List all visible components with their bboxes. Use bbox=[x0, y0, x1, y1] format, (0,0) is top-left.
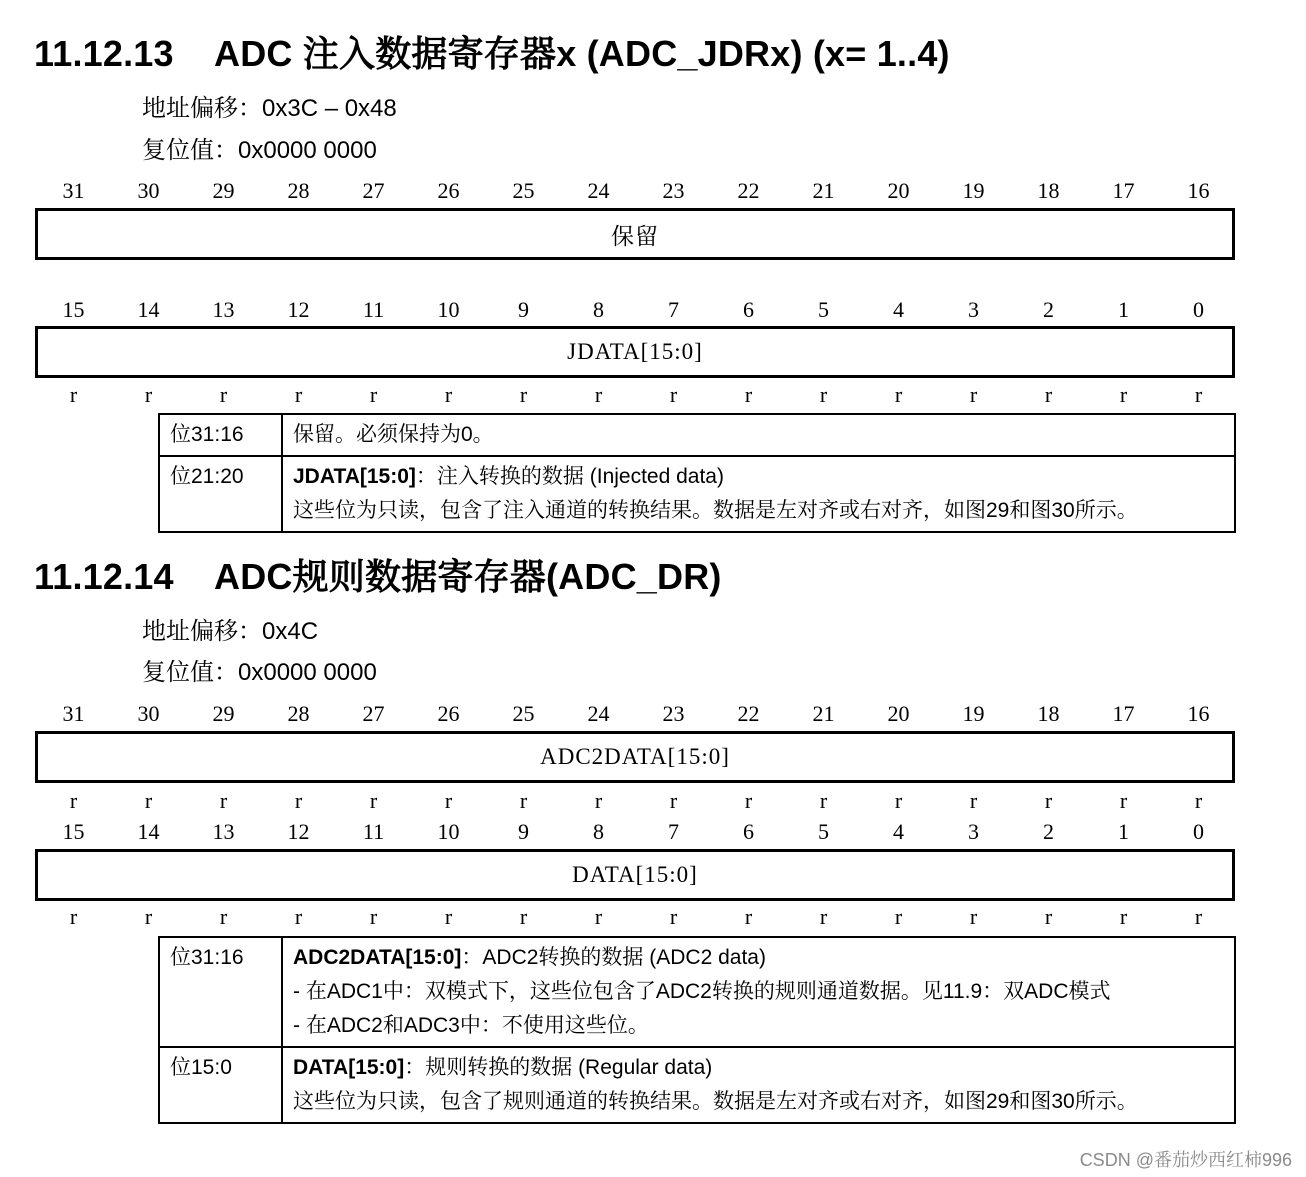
access-cell: r bbox=[1194, 904, 1203, 929]
bit-number: 22 bbox=[737, 701, 760, 726]
description-line: 这些位为只读，包含了注入通道的转换结果。数据是左对齐或右对齐，如图29和图30所示。 bbox=[293, 499, 1138, 522]
reset-value: 复位值：0x0000 0000 bbox=[142, 659, 377, 686]
bit-range: 位31:16 bbox=[159, 414, 282, 456]
access-cell: r bbox=[819, 788, 828, 813]
bit-number: 12 bbox=[287, 297, 310, 322]
bit-number: 2 bbox=[1043, 297, 1054, 322]
bit-number: 6 bbox=[743, 297, 754, 322]
bit-range: 位21:20 bbox=[159, 456, 282, 532]
field-title-line bbox=[293, 941, 1226, 975]
access-cell: r bbox=[969, 788, 978, 813]
bit-number: 18 bbox=[1037, 701, 1060, 726]
bit-number: 18 bbox=[1037, 178, 1060, 203]
bit-numbers-upper bbox=[36, 701, 1236, 731]
description-line: - 在ADC2和ADC3中：不使用这些位。 bbox=[293, 1014, 649, 1037]
field-title-line bbox=[293, 1051, 1226, 1085]
bit-number: 4 bbox=[893, 819, 904, 844]
access-cell: r bbox=[1194, 788, 1203, 813]
access-cell: r bbox=[819, 382, 828, 407]
access-cell: r bbox=[219, 382, 228, 407]
bit-number: 0 bbox=[1193, 297, 1204, 322]
access-cell: r bbox=[369, 382, 378, 407]
bit-number: 9 bbox=[518, 819, 529, 844]
bit-number: 20 bbox=[887, 178, 910, 203]
bit-number: 17 bbox=[1112, 701, 1135, 726]
bit-number: 8 bbox=[593, 819, 604, 844]
bit-range: 位31:16 bbox=[159, 937, 282, 1047]
bit-number: 27 bbox=[362, 701, 385, 726]
bit-number: 14 bbox=[137, 297, 160, 322]
access-cell: r bbox=[894, 382, 903, 407]
access-cell: r bbox=[369, 904, 378, 929]
access-cell: r bbox=[1119, 382, 1128, 407]
bit-number: 0 bbox=[1193, 819, 1204, 844]
access-cell: r bbox=[1119, 904, 1128, 929]
bit-number: 26 bbox=[437, 178, 460, 203]
bit-range: 位15:0 bbox=[159, 1047, 282, 1123]
access-cell: r bbox=[519, 788, 528, 813]
bit-description bbox=[282, 1047, 1235, 1123]
bit-numbers-lower bbox=[36, 819, 1236, 849]
bit-number: 4 bbox=[893, 297, 904, 322]
access-cell: r bbox=[594, 904, 603, 929]
access-cell: r bbox=[969, 382, 978, 407]
bit-description-table-jdr bbox=[158, 413, 1236, 533]
bit-number: 7 bbox=[668, 819, 679, 844]
access-cell: r bbox=[369, 788, 378, 813]
bit-number: 24 bbox=[587, 178, 610, 203]
bit-number: 10 bbox=[437, 297, 460, 322]
bit-number: 1 bbox=[1118, 819, 1129, 844]
bit-number: 13 bbox=[212, 297, 235, 322]
bit-number: 17 bbox=[1112, 178, 1135, 203]
bit-numbers-upper bbox=[36, 178, 1236, 208]
access-cell: r bbox=[1044, 904, 1053, 929]
bit-number: 16 bbox=[1187, 701, 1210, 726]
access-cell: r bbox=[294, 788, 303, 813]
table-row bbox=[159, 1047, 1235, 1123]
access-cell: r bbox=[894, 904, 903, 929]
bit-number: 16 bbox=[1187, 178, 1210, 203]
access-row-upper bbox=[36, 788, 1236, 814]
bit-number: 27 bbox=[362, 178, 385, 203]
bit-number: 22 bbox=[737, 178, 760, 203]
bit-number: 11 bbox=[362, 297, 385, 322]
access-cell: r bbox=[669, 904, 678, 929]
field-name: ADC2DATA[15:0] bbox=[293, 946, 462, 969]
register-field-jdata: JDATA[15:0] bbox=[35, 326, 1235, 378]
bit-number: 10 bbox=[437, 819, 460, 844]
access-cell: r bbox=[669, 382, 678, 407]
bit-number: 3 bbox=[968, 819, 979, 844]
bit-number: 31 bbox=[62, 701, 85, 726]
access-cell: r bbox=[594, 382, 603, 407]
access-cell: r bbox=[444, 904, 453, 929]
section-heading-adc-jdr bbox=[34, 26, 950, 77]
bit-number: 21 bbox=[812, 178, 835, 203]
access-cell: r bbox=[744, 788, 753, 813]
bit-number: 19 bbox=[962, 178, 985, 203]
bit-number: 28 bbox=[287, 178, 310, 203]
field-name: DATA[15:0] bbox=[293, 1056, 405, 1079]
bit-number: 26 bbox=[437, 701, 460, 726]
field-name: JDATA[15:0] bbox=[293, 465, 416, 488]
bit-number: 29 bbox=[212, 701, 235, 726]
bit-number: 7 bbox=[668, 297, 679, 322]
bit-number: 5 bbox=[818, 819, 829, 844]
access-cell: r bbox=[744, 382, 753, 407]
bit-number: 21 bbox=[812, 701, 835, 726]
watermark: CSDN @番茄炒西红柿996 bbox=[1079, 1150, 1292, 1170]
bit-number: 9 bbox=[518, 297, 529, 322]
bit-number: 24 bbox=[587, 701, 610, 726]
field-name-desc: ：ADC2转换的数据 (ADC2 data) bbox=[461, 946, 766, 969]
access-row-lower bbox=[36, 904, 1236, 930]
access-cell: r bbox=[969, 904, 978, 929]
access-cell: r bbox=[444, 382, 453, 407]
access-cell: r bbox=[144, 382, 153, 407]
reset-value: 复位值：0x0000 0000 bbox=[142, 137, 377, 164]
bit-number: 23 bbox=[662, 701, 685, 726]
section-heading-adc-dr bbox=[34, 549, 722, 600]
bit-description-table-dr bbox=[158, 936, 1236, 1124]
bit-number: 12 bbox=[287, 819, 310, 844]
bit-description bbox=[282, 414, 1235, 456]
access-row-lower bbox=[36, 382, 1236, 408]
bit-number: 13 bbox=[212, 819, 235, 844]
access-cell: r bbox=[294, 904, 303, 929]
bit-number: 5 bbox=[818, 297, 829, 322]
section-number: 11.12.14 bbox=[34, 556, 174, 597]
access-cell: r bbox=[69, 788, 78, 813]
access-cell: r bbox=[69, 382, 78, 407]
access-cell: r bbox=[294, 382, 303, 407]
access-cell: r bbox=[819, 904, 828, 929]
bit-number: 11 bbox=[362, 819, 385, 844]
access-cell: r bbox=[519, 382, 528, 407]
access-cell: r bbox=[144, 904, 153, 929]
bit-number: 28 bbox=[287, 701, 310, 726]
bit-number: 29 bbox=[212, 178, 235, 203]
access-cell: r bbox=[744, 904, 753, 929]
bit-number: 19 bbox=[962, 701, 985, 726]
description-line: - 在ADC1中：双模式下，这些位包含了ADC2转换的规则通道数据。见11.9：双ADC模式 bbox=[293, 980, 1111, 1003]
field-name-desc: ：注入转换的数据 (Injected data) bbox=[415, 465, 724, 488]
access-cell: r bbox=[594, 788, 603, 813]
bit-number: 8 bbox=[593, 297, 604, 322]
access-cell: r bbox=[519, 904, 528, 929]
bit-number: 31 bbox=[62, 178, 85, 203]
access-cell: r bbox=[219, 788, 228, 813]
section-title: ADC 注入数据寄存器x (ADC_JDRx) (x= 1..4) bbox=[214, 33, 950, 74]
bit-numbers-lower bbox=[36, 297, 1236, 327]
bit-number: 30 bbox=[137, 701, 160, 726]
table-row bbox=[159, 414, 1235, 456]
field-name-desc: ：规则转换的数据 (Regular data) bbox=[404, 1056, 713, 1079]
table-row bbox=[159, 937, 1235, 1047]
access-cell: r bbox=[444, 788, 453, 813]
register-field-reserved: 保留 bbox=[35, 208, 1235, 260]
bit-number: 3 bbox=[968, 297, 979, 322]
bit-number: 1 bbox=[1118, 297, 1129, 322]
bit-number: 14 bbox=[137, 819, 160, 844]
bit-description bbox=[282, 937, 1235, 1047]
bit-number: 25 bbox=[512, 701, 535, 726]
access-cell: r bbox=[69, 904, 78, 929]
section-title: ADC规则数据寄存器(ADC_DR) bbox=[214, 556, 722, 597]
description-line: 保留。必须保持为0。 bbox=[293, 423, 494, 446]
access-cell: r bbox=[1194, 382, 1203, 407]
address-offset: 地址偏移：0x3C – 0x48 bbox=[142, 95, 397, 122]
bit-number: 25 bbox=[512, 178, 535, 203]
bit-number: 6 bbox=[743, 819, 754, 844]
access-cell: r bbox=[219, 904, 228, 929]
register-field-adc2data: ADC2DATA[15:0] bbox=[35, 731, 1235, 783]
access-cell: r bbox=[1119, 788, 1128, 813]
description-line: 这些位为只读，包含了规则通道的转换结果。数据是左对齐或右对齐，如图29和图30所示。 bbox=[293, 1090, 1138, 1113]
access-cell: r bbox=[894, 788, 903, 813]
bit-number: 2 bbox=[1043, 819, 1054, 844]
access-cell: r bbox=[144, 788, 153, 813]
bit-number: 30 bbox=[137, 178, 160, 203]
access-cell: r bbox=[1044, 382, 1053, 407]
table-row bbox=[159, 456, 1235, 532]
bit-description bbox=[282, 456, 1235, 532]
bit-number: 20 bbox=[887, 701, 910, 726]
register-field-data: DATA[15:0] bbox=[35, 849, 1235, 901]
bit-number: 23 bbox=[662, 178, 685, 203]
access-cell: r bbox=[669, 788, 678, 813]
section-number: 11.12.13 bbox=[34, 33, 174, 74]
address-offset: 地址偏移：0x4C bbox=[142, 618, 319, 645]
field-title-line bbox=[293, 460, 1226, 494]
bit-number: 15 bbox=[62, 819, 85, 844]
access-cell: r bbox=[1044, 788, 1053, 813]
bit-number: 15 bbox=[62, 297, 85, 322]
